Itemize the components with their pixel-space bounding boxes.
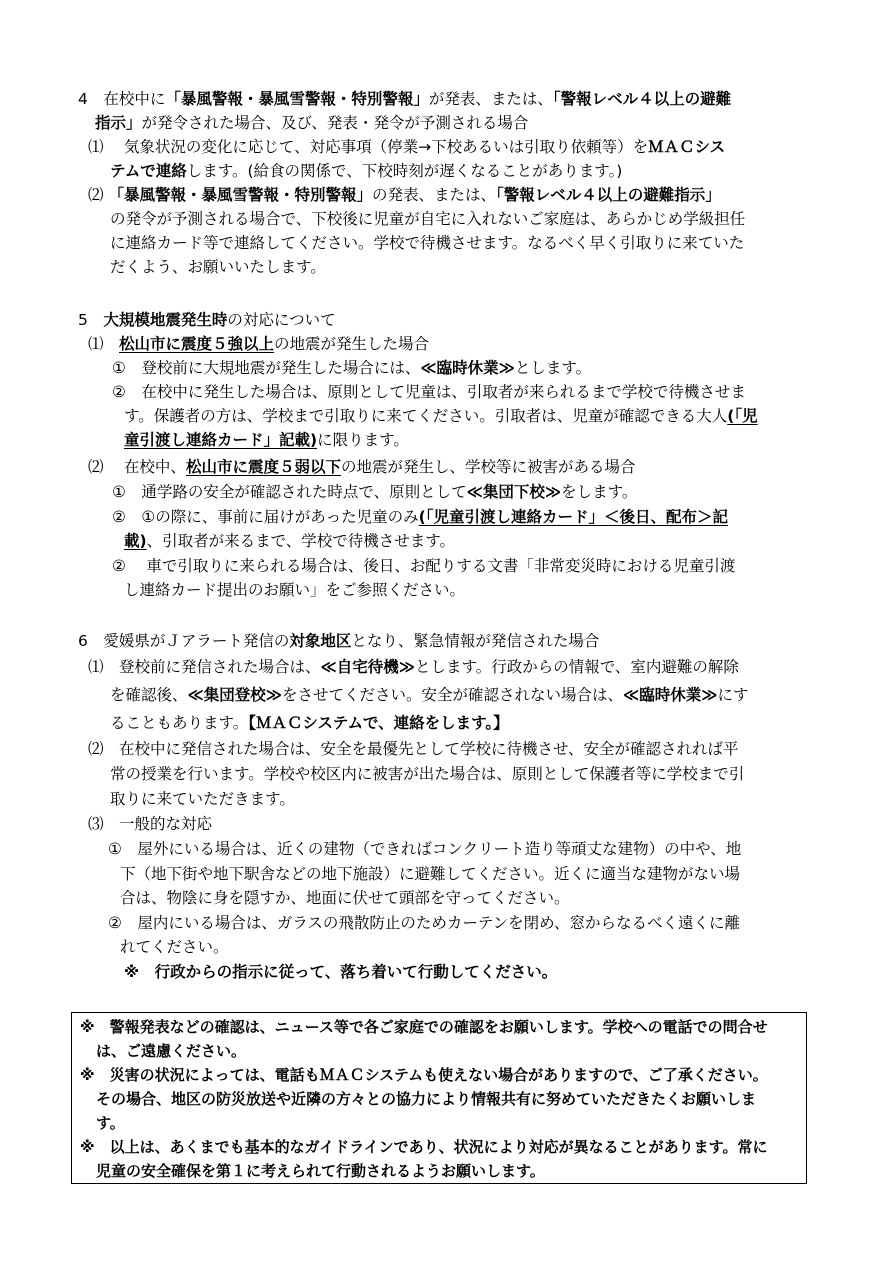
section4-item2-line3: に連絡カード等で連絡してください。学校で待機させます。なるべく早く引取りに来ていた [110,234,745,252]
section5-case2: ⑵ 在校中、松山市に震度５弱以下の地震が発生し、学校等に被害がある場合 [88,458,636,476]
notice-box [71,1012,807,1184]
section5-case2-item2: ② ①の際に、事前に届けがあった児童のみ(「児童引渡し連絡カード」＜後日、配布＞記 [112,508,728,526]
section6-case3-item2-line2: れてください。 [120,938,229,956]
section6-case1: ⑴ 登校前に発信された場合は、≪自宅待機≫とします。行政からの情報で、室内避難の解除 [88,658,739,676]
section5-case1-item2-line2: す。保護者の方は、学校まで引取りに来てください。引取者は、児童が確認できる大人(「児 [124,407,758,425]
section5-case2-item3: ② 車で引取りに来られる場合は、後日、お配りする文書「非常変災時における児童引渡 [112,557,736,575]
notice-line-5: す。 [96,1114,125,1132]
section6-case3-item1-line3: 合は、物陰に身を隠すか、地面に伏せて頭部を守ってください。 [120,889,570,907]
section6-case3-item1-line2: 下（地下街や地下駅舎などの地下施設）に避難してください。近くに適当な建物がない場 [120,865,741,883]
notice-line-2: は、ご遠慮ください。 [96,1042,247,1060]
section5-heading: 5 大規模地震発生時の対応について [78,311,336,329]
section6-case2: ⑵ 在校中に発信された場合は、安全を最優先として学校に待機させ、安全が確認されれば平 [88,740,739,758]
section4-item1: ⑴ 気象状況の変化に応じて、対応事項（停業→下校あるいは引取り依頼等）をＭＡＣシス [88,138,726,156]
section5-case2-item3-line2: し連絡カード提出のお願い」をご参照ください。 [124,581,466,599]
notice-line-7: 児童の安全確保を第１に考えられて行動されるようお願いします。 [96,1162,545,1180]
section6-heading: 6 愛媛県がＪアラート発信の対象地区となり、緊急情報が発信された場合 [78,632,600,650]
section6-advice-note: ※ 行政からの指示に従って、落ち着いて行動してください。 [124,963,558,981]
section6-case3: ⑶ 一般的な対応 [88,815,213,833]
notice-line-4: その場合、地区の防災放送や近隣の方々との協力により情報共有に努めていただきたくお願いしま [96,1090,757,1108]
section5-case2-item1: ① 通学路の安全が確認された時点で、原則として≪集団下校≫をします。 [112,483,638,501]
section4-item2: ⑵ 「暴風警報・暴風雪警報・特別警報」の発表、または、「警報レベル４以上の避難指示」 [88,186,721,204]
section4-heading: 4 在校中に「暴風警報・暴風雪警報・特別警報」が発表、または、「警報レベル４以上の避難 [78,90,732,108]
notice-line-3: ※ 災害の状況によっては、電話もＭＡＣシステムも使えない場合がありますので、ご了承ください。 [80,1066,768,1084]
section6-case2-line3: 取りに来ていただきます。 [110,790,295,808]
section5-case2-item2-line2: 載)、引取者が来るまで、学校で待機させます。 [124,532,456,550]
section5-case1: ⑴ 松山市に震度５強以上の地震が発生した場合 [88,335,430,353]
section6-case3-item2: ② 屋内にいる場合は、ガラスの飛散防止のためカーテンを閉め、窓からなるべく遠くに離 [108,914,741,932]
section6-case3-item1: ① 屋外にいる場合は、近くの建物（できればコンクリート造り等頑丈な建物）の中や、地 [108,840,742,858]
section4-heading-cont: 指示」が発令された場合、及び、発表・発令が予測される場合 [95,114,529,132]
section4-item2-line2: の発令が予測される場合で、下校後に児童が自宅に入れないご家庭は、あらかじめ学級担任 [110,210,746,228]
section5-case1-item2: ② 在校中に発生した場合は、原則として児童は、引取者が来られるまで学校で待機させま [112,383,746,401]
section6-case2-line2: 常の授業を行います。学校や校区内に被害が出た場合は、原則として保護者等に学校まで引 [110,765,745,783]
section4-item2-line4: だくよう、お願いいたします。 [110,258,326,276]
section6-case1-line3: ることもあります。【ＭＡＣシステムで、連絡をします。】 [110,714,509,732]
section5-case1-item1: ① 登校前に大規地震が発生した場合には、≪臨時休業≫とします。 [112,359,592,377]
notice-line-6: ※ 以上は、あくまでも基本的なガイドラインであり、状況により対応が異なることがあります。常に [80,1138,768,1156]
section5-case1-item2-line3: 童引渡し連絡カード」記載)に限ります。 [124,431,409,449]
notice-line-1: ※ 警報発表などの確認は、ニュース等で各ご家庭での確認をお願いします。学校への電話での問合せ [80,1018,768,1036]
section4-item1-cont: テムで連絡します。(給食の関係で、下校時刻が遅くなることがあります。) [110,162,623,180]
section6-case1-line2: を確認後、≪集団登校≫をさせてください。安全が確認されない場合は、≪臨時休業≫にす [110,686,749,704]
